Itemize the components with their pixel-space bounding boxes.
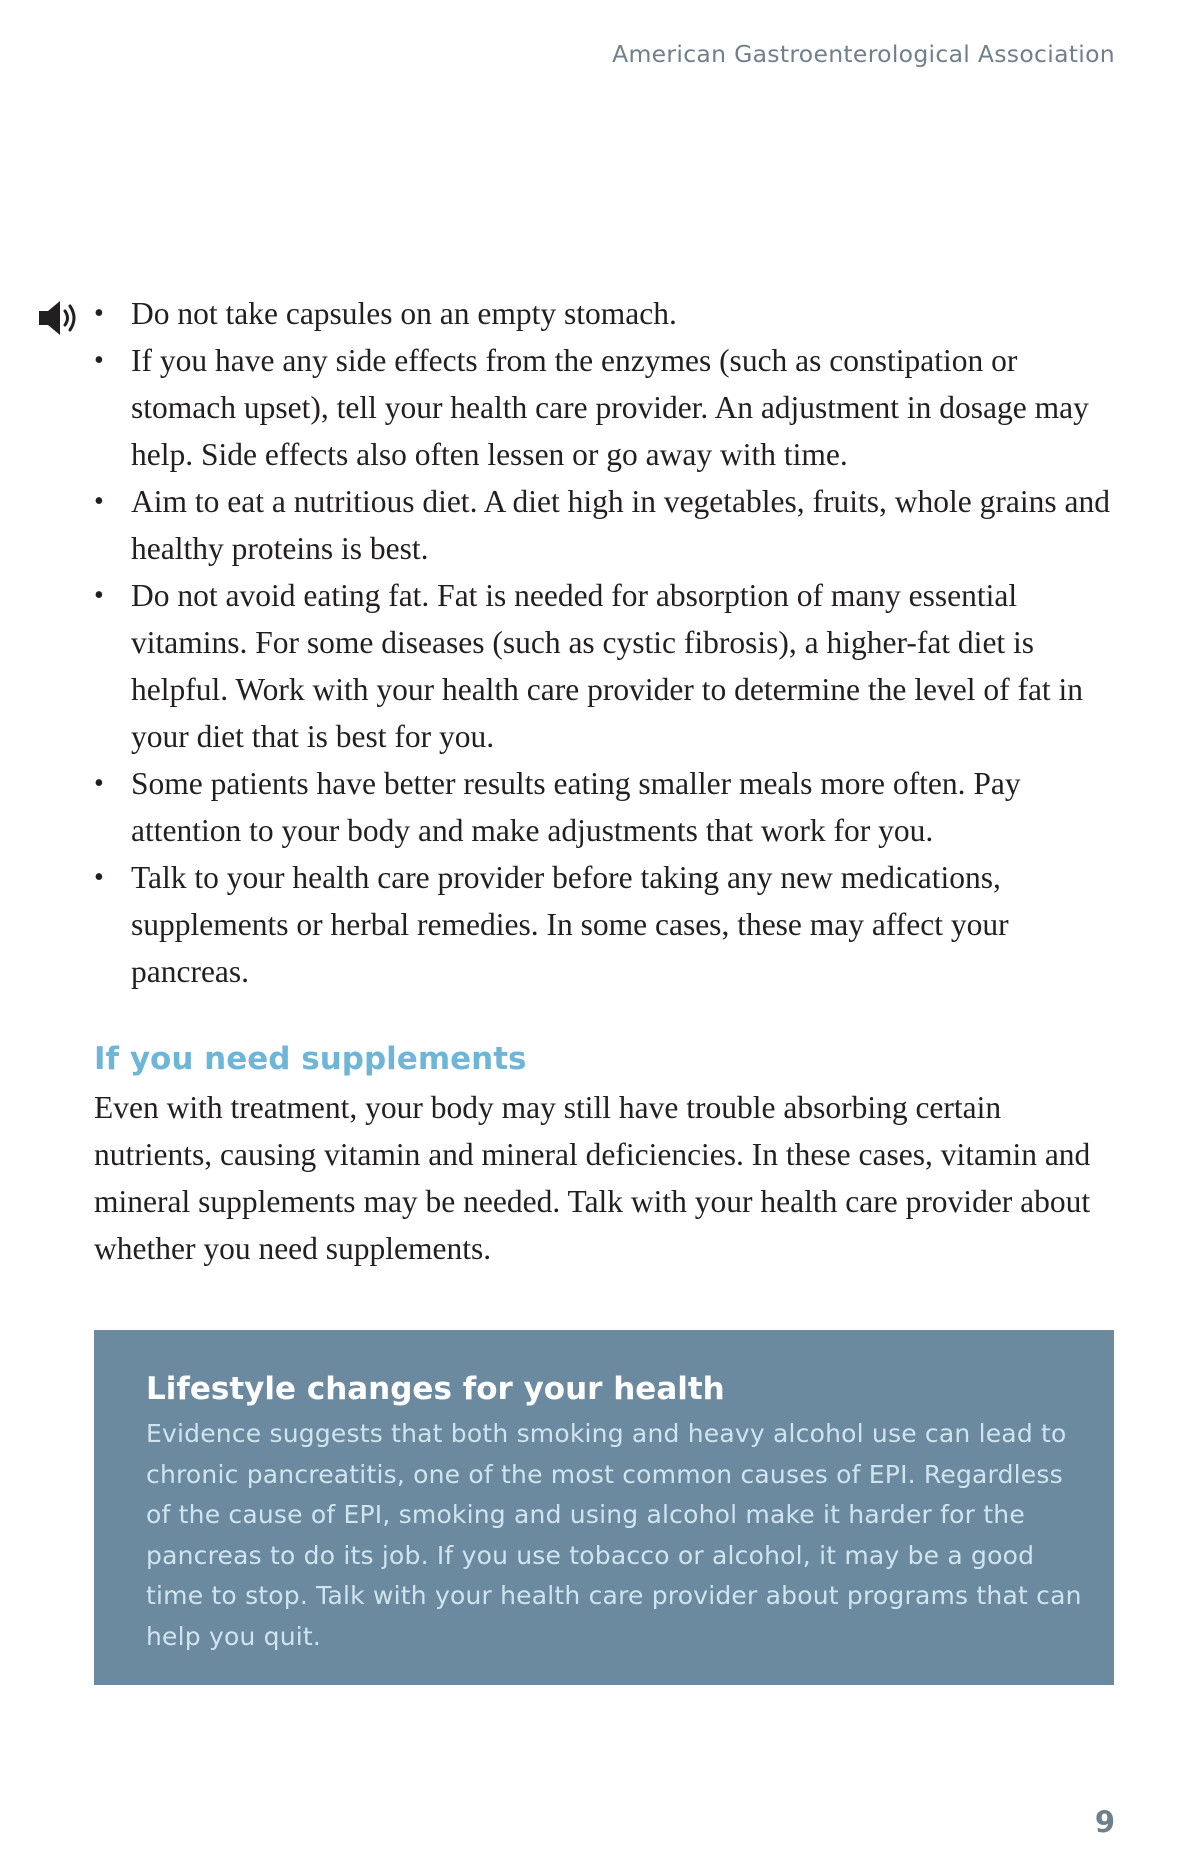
list-item — [94, 854, 1124, 995]
list-item — [94, 760, 1124, 854]
list-item — [94, 478, 1124, 572]
supplements-paragraph: Even with treatment, your body may still have trouble absorbing certain nutrients, causing vitamin and mineral deficiencies. In these cases, vitamin and mineral supplements may be needed. Talk with your health care provider about whether you need supplements. — [94, 1090, 1091, 1266]
bullet-marker: • — [94, 486, 104, 517]
speaker-icon-graphic — [37, 298, 83, 338]
bullet-marker: • — [94, 580, 104, 611]
header-organization: American Gastroenterological Association — [612, 40, 1115, 68]
list-item-text: Aim to eat a nutritious diet. A diet high in vegetables, fruits, whole grains and healthy proteins is best. — [131, 484, 1110, 566]
bullet-marker: • — [94, 345, 104, 376]
callout-paragraph: Evidence suggests that both smoking and heavy alcohol use can lead to chronic pancreatitis, one of the most common causes of EPI. Regardless of the cause of EPI, smoking and using alcohol make it harder for the pancreas to do its job. If you use tobacco or alcohol, it may be a good time to stop. Talk with your health care provider about programs that can help you quit. — [146, 1419, 1082, 1651]
list-item-text: Some patients have better results eating smaller meals more often. Pay attention to your body and make adjustments that work for you. — [131, 766, 1021, 848]
list-item — [94, 290, 1124, 337]
speaker-icon[interactable] — [37, 298, 83, 338]
list-item — [94, 337, 1124, 478]
list-item-text: Do not take capsules on an empty stomach. — [131, 296, 677, 331]
bullet-marker: • — [94, 768, 104, 799]
bullet-marker: • — [94, 298, 104, 329]
list-item-text: If you have any side effects from the enzymes (such as constipation or stomach upset), tell your health care provider. An adjustment in dosage may help. Side effects also often lessen or go away with time. — [131, 343, 1089, 472]
bullet-marker: • — [94, 862, 104, 893]
tips-bullet-list — [94, 290, 1124, 995]
page-number: 9 — [1094, 1805, 1115, 1839]
list-item — [94, 572, 1124, 760]
lifestyle-callout-box — [94, 1330, 1114, 1685]
callout-title: Lifestyle changes for your health — [146, 1371, 725, 1407]
list-item-text: Do not avoid eating fat. Fat is needed for absorption of many essential vitamins. For some diseases (such as cystic fibrosis), a higher-fat diet is helpful. Work with your health care provider to determine the level of fat in your diet that is best for you. — [131, 578, 1084, 754]
list-item-text: Talk to your health care provider before taking any new medications, supplements or herbal remedies. In some cases, these may affect your pancreas. — [131, 860, 1009, 989]
supplements-heading: If you need supplements — [94, 1041, 527, 1077]
